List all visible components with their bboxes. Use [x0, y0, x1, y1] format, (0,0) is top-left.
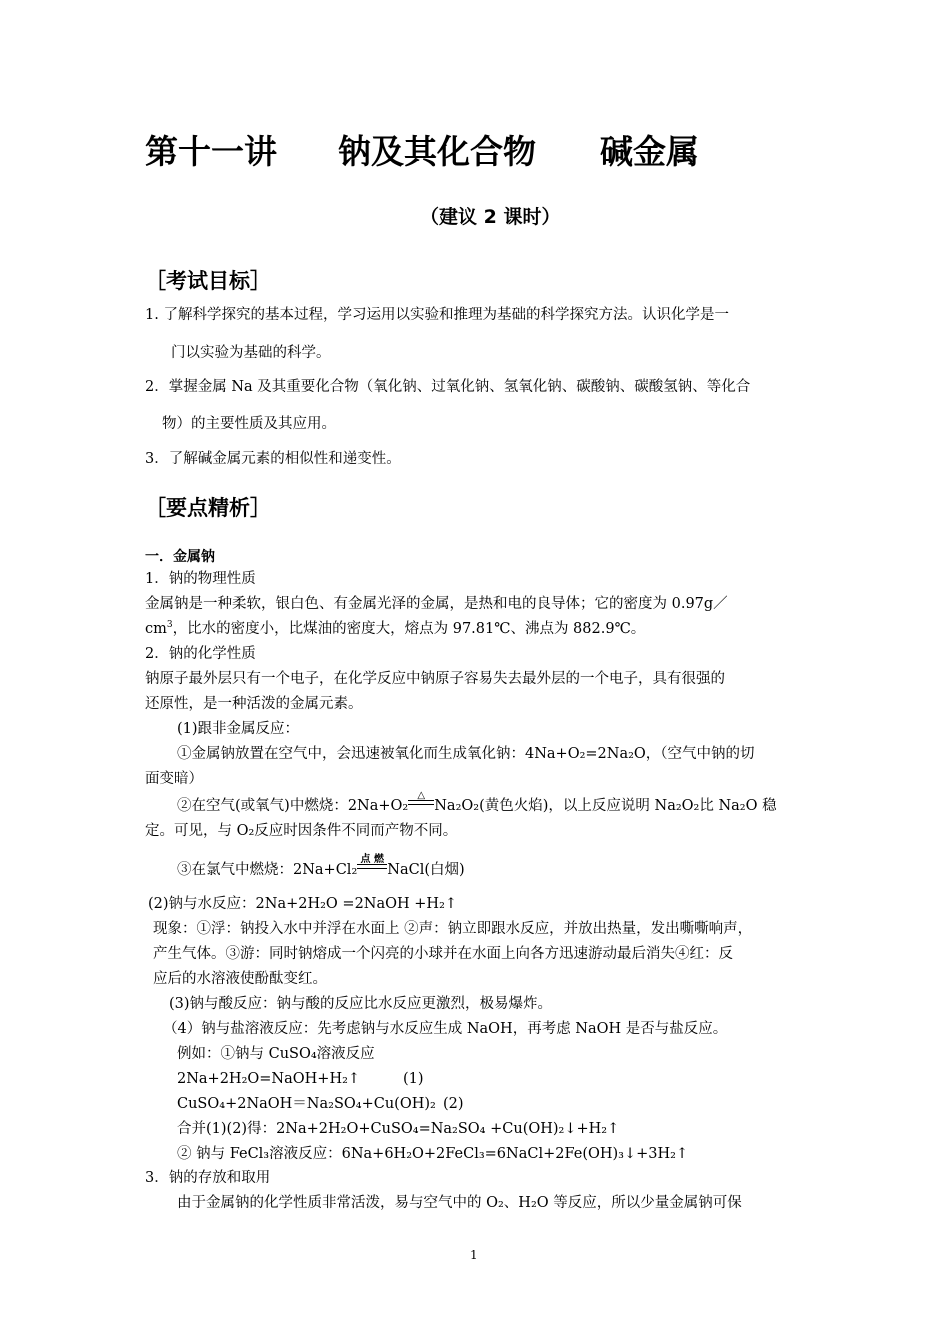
equation-2-number: (2)	[443, 1096, 464, 1112]
equation-2: CuSO₄+2NaOH＝Na₂SO₄+Cu(OH)₂	[177, 1096, 436, 1112]
page-number: 1	[470, 1248, 478, 1262]
title-part-1: 第十一讲	[145, 132, 277, 171]
reaction-2-line-1: ②在空气(或氧气)中燃烧：2Na+O₂ △ Na₂O₂(黄色火焰)，以上反应说明 Na₂O₂比 Na₂O 稳	[177, 790, 777, 814]
subsection-sodium: 一．金属钠	[145, 549, 215, 565]
section-heading-key-points: ［要点精析］	[145, 496, 271, 520]
reaction-condition-ignite: 点 燃	[357, 860, 387, 874]
physical-properties-title: 1．钠的物理性质	[145, 571, 256, 587]
water-reaction-title: (2)钠与水反应：2Na+2H₂O =2NaOH +H₂↑	[148, 896, 458, 912]
reaction-condition-heat: △	[408, 796, 434, 810]
water-phenomenon-line-3: 应后的水溶液使酚酞变红。	[153, 971, 327, 987]
chemical-properties-line-2: 还原性，是一种活泼的金属元素。	[145, 696, 363, 712]
water-phenomenon-line-1: 现象：①浮：钠投入水中并浮在水面上 ②声：钠立即跟水反应，并放出热量，发出嘶嘶响声，	[153, 921, 753, 937]
section-heading-exam-goals: ［考试目标］	[145, 269, 271, 293]
physical-properties-line-1: 金属钠是一种柔软，银白色、有金属光泽的金属，是热和电的良导体；它的密度为 0.97g／	[145, 596, 728, 612]
storage-line-1: 由于金属钠的化学性质非常活泼，易与空气中的 O₂、H₂O 等反应，所以少量金属钠可保	[177, 1195, 742, 1211]
combined-equation: 合并(1)(2)得：2Na+2H₂O+CuSO₄=Na₂SO₄ +Cu(OH)₂↓+H₂↑	[177, 1121, 620, 1137]
salt-reaction: （4）钠与盐溶液反应：先考虑钠与水反应生成 NaOH，再考虑 NaOH 是否与盐反应。	[163, 1021, 728, 1037]
nonmetal-reaction-title: (1)跟非金属反应：	[177, 721, 300, 737]
subtitle: （建议 2 课时）	[420, 206, 561, 228]
physical-properties-line-2: $cm^3$，比水的密度小，比煤油的密度大，熔点为 97.81℃、沸点为 882.9℃。	[145, 620, 646, 637]
title-part-2: 钠及其化合物	[338, 132, 536, 171]
fecl3-reaction: ② 钠与 FeCl₃溶液反应：6Na+6H₂O+2FeCl₃=6NaCl+2Fe(OH)₃↓+3H₂↑	[177, 1146, 689, 1162]
equation-1-number: (1)	[403, 1071, 424, 1087]
water-phenomenon-line-2: 产生气体。③游：同时钠熔成一个闪亮的小球并在水面上向各方迅速游动最后消失④红：反	[153, 946, 733, 962]
chemical-properties-title: 2．钠的化学性质	[145, 646, 256, 662]
reaction-3: ③在氯气中燃烧：2Na+Cl₂ 点 燃 NaCl(白烟)	[177, 854, 465, 878]
goal-2-line-1: 2．掌握金属 Na 及其重要化合物（氧化钠、过氧化钠、氢氧化钠、碳酸钠、碳酸氢钠、等化合	[145, 379, 751, 395]
goal-1-line-2: 门以实验为基础的科学。	[171, 345, 331, 361]
example-cuso4: 例如：①钠与 CuSO₄溶液反应	[177, 1046, 375, 1062]
equation-1: 2Na+2H₂O=NaOH+H₂↑	[177, 1071, 361, 1087]
goal-2-line-2: 物）的主要性质及其应用。	[162, 416, 336, 432]
acid-reaction: (3)钠与酸反应：钠与酸的反应比水反应更激烈，极易爆炸。	[169, 996, 553, 1012]
title-part-3: 碱金属	[600, 132, 699, 171]
reaction-1-line-1: ①金属钠放置在空气中，会迅速被氧化而生成氧化钠：4Na+O₂=2Na₂O，（空气中钠的切	[177, 746, 755, 762]
goal-3: 3．了解碱金属元素的相似性和递变性。	[145, 451, 401, 467]
chemical-properties-line-1: 钠原子最外层只有一个电子，在化学反应中钠原子容易失去最外层的一个电子，具有很强的	[145, 671, 725, 687]
reaction-2-line-2: 定。可见，与 O₂反应时因条件不同而产物不同。	[145, 823, 458, 839]
storage-title: 3．钠的存放和取用	[145, 1170, 271, 1186]
goal-1-line-1: 1. 了解科学探究的基本过程，学习运用以实验和推理为基础的科学探究方法。认识化学是一	[145, 307, 729, 323]
reaction-1-line-2: 面变暗）	[145, 771, 203, 787]
